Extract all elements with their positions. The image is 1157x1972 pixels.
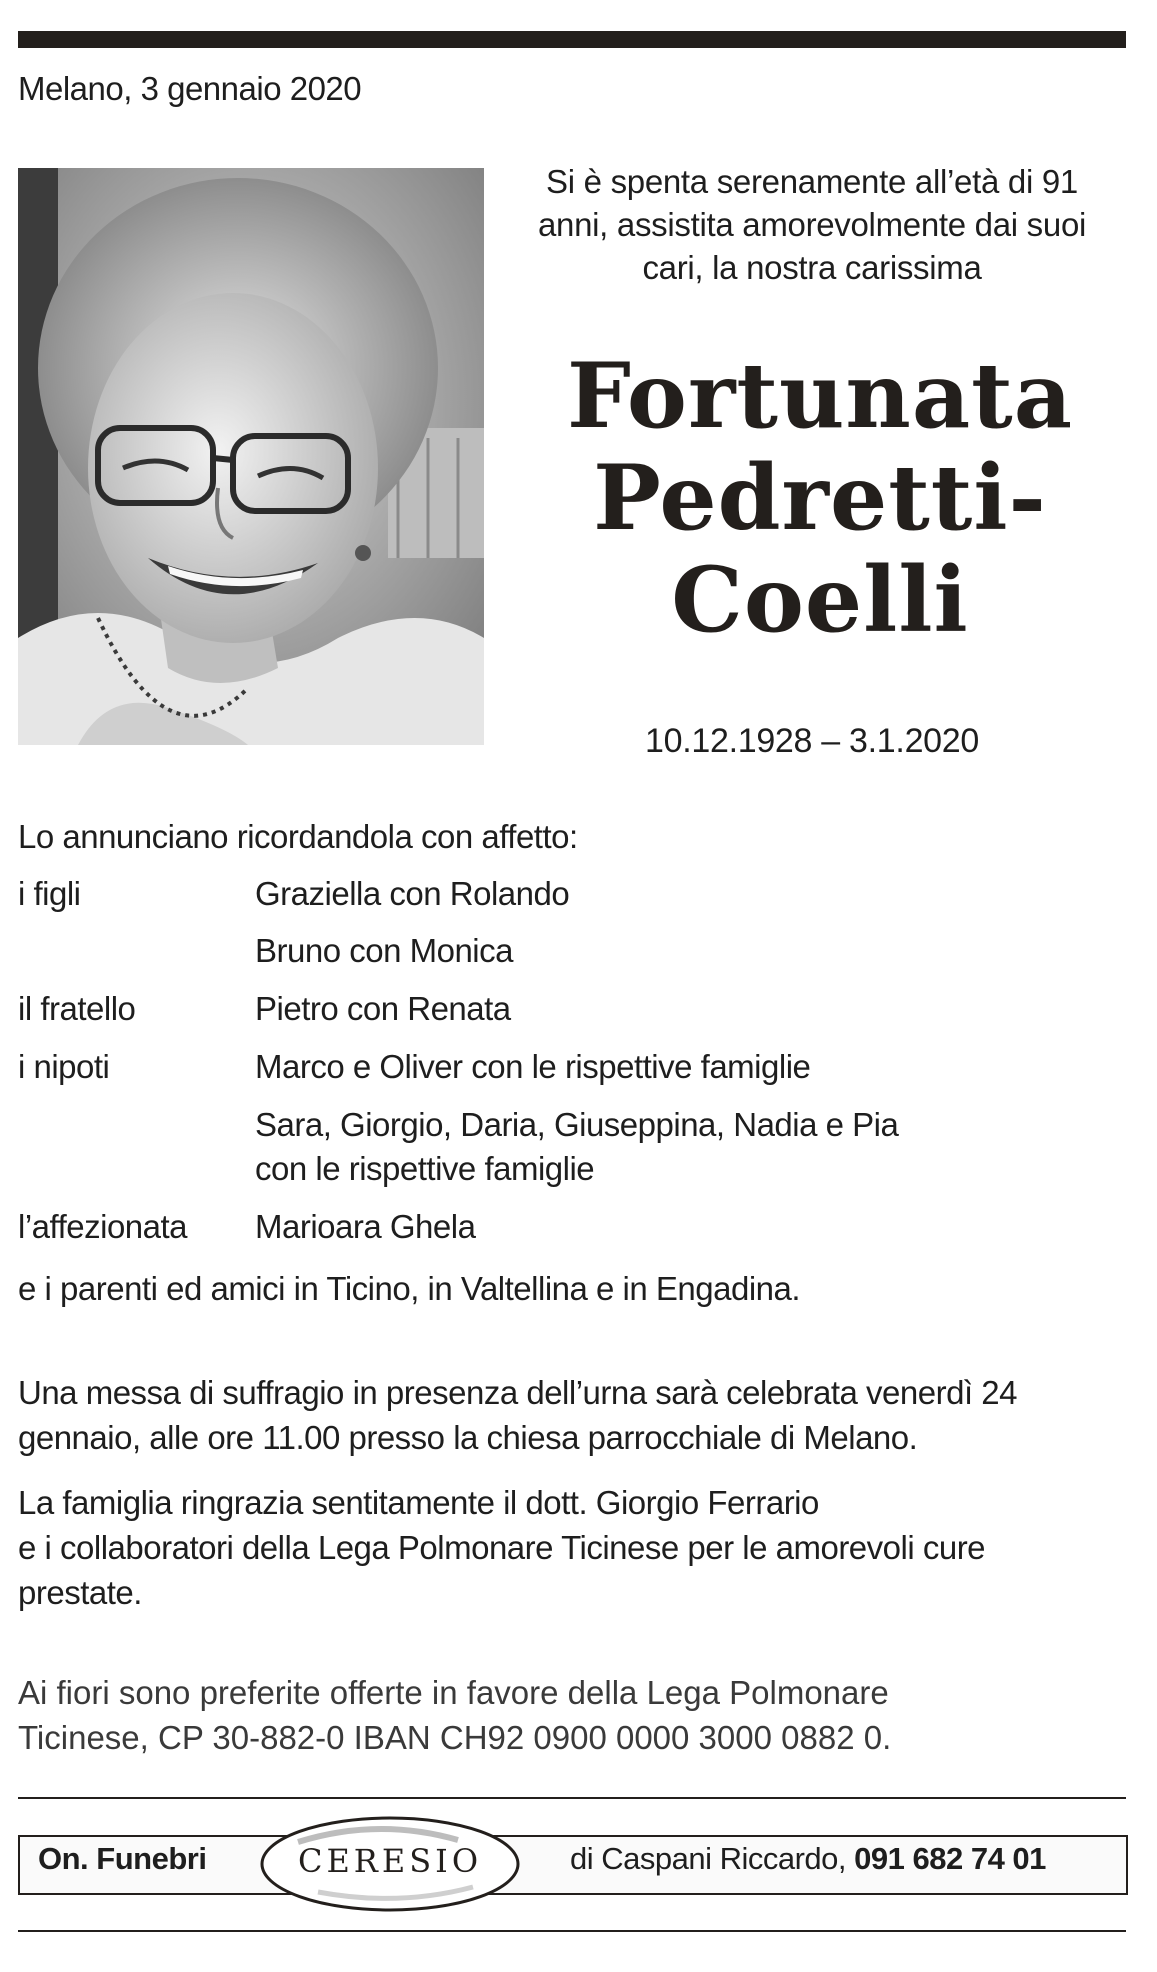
portrait-photo [18, 168, 484, 745]
relative-label: il fratello [18, 990, 136, 1027]
donations-line: Ticinese, CP 30-882-0 IBAN CH92 0900 0000 3000 0882 0. [18, 1719, 892, 1756]
intro-line: anni, assistita amorevolmente dai suoi [537, 206, 1087, 243]
relative-name: Sara, Giorgio, Daria, Giuseppina, Nadia e Pia [255, 1106, 899, 1143]
logo-text: CERESIO [297, 1842, 483, 1880]
thanks-line: prestate. [18, 1574, 142, 1611]
intro-line: Si è spenta serenamente all’età di 91 [546, 163, 1078, 200]
relative-name: Marco e Oliver con le rispettive famiglie [255, 1048, 811, 1085]
relative-name: Pietro con Renata [255, 990, 511, 1027]
relative-name: con le rispettive famiglie [255, 1150, 595, 1187]
thanks-paragraph [18, 1480, 1128, 1615]
top-rule [18, 31, 1126, 48]
footer-bottom-rule [18, 1930, 1126, 1932]
relative-name: Graziella con Rolando [255, 875, 570, 912]
footer-top-rule [18, 1797, 1126, 1799]
funeral-home-owner: di Caspani Riccardo, [570, 1841, 847, 1876]
relative-label: i figli [18, 875, 81, 912]
thanks-line: e i collaboratori della Lega Polmonare Ticinese per le amorevoli cure [18, 1529, 986, 1566]
relative-label: l’affezionata [18, 1208, 188, 1245]
announcement-closing: e i parenti ed amici in Ticino, in Valtellina e in Engadina. [18, 1270, 801, 1307]
relative-label: i nipoti [18, 1048, 110, 1085]
intro-line: cari, la nostra carissima [642, 249, 982, 286]
relative-name: Bruno con Monica [255, 932, 513, 969]
mass-line: gennaio, alle ore 11.00 presso la chiesa parrocchiale di Melano. [18, 1419, 918, 1456]
relative-name: Marioara Ghela [255, 1208, 476, 1245]
funeral-home-contact [570, 1841, 1046, 1877]
funeral-home-phone: 091 682 74 01 [854, 1841, 1046, 1876]
donations-line: Ai fiori sono preferite offerte in favore della Lega Polmonare [18, 1674, 889, 1711]
thanks-line: La famiglia ringrazia sentitamente il dott. Giorgio Ferrario [18, 1484, 819, 1521]
place-date: Melano, 3 gennaio 2020 [18, 70, 362, 107]
name-line: Coelli [671, 547, 969, 653]
deceased-name [500, 345, 1140, 651]
donations-paragraph [18, 1670, 1128, 1760]
mass-paragraph [18, 1370, 1128, 1460]
name-line: Pedretti- [593, 445, 1047, 551]
mass-line: Una messa di suffragio in presenza dell’urna sarà celebrata venerdì 24 [18, 1374, 1017, 1411]
name-line: Fortunata [566, 343, 1074, 449]
funeral-home-label: On. Funebri [38, 1841, 207, 1876]
portrait-icon [18, 168, 484, 745]
intro-text [500, 160, 1124, 289]
life-dates: 10.12.1928 – 3.1.2020 [644, 722, 980, 760]
announcement-intro: Lo annunciano ricordandola con affetto: [18, 818, 578, 855]
